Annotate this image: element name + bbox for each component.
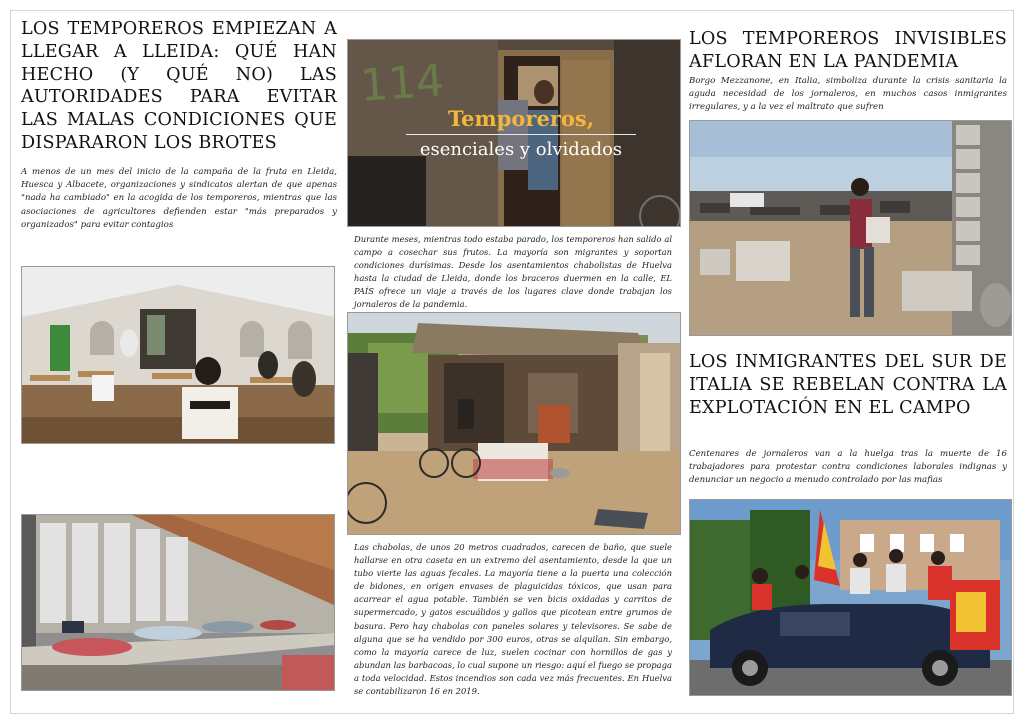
photo-shanty-settlement [347, 312, 681, 535]
caption-temporeros-intro: Durante meses, mientras todo estaba parado, los temporeros han salido al campo a cosechar sus frutos. La mayoría son migrantes y soportan condiciones durísimas. Desde los asentamientos chabolistas de Huelva hasta la ciudad de Lleida, donde los braceros duermen en la calle, EL PAÍS ofrece un viaje a través de los lugares clave donde trabajan los jornaleros de la pandemia. [354, 234, 672, 310]
photo-protest-car [689, 499, 1012, 696]
series-subtitle: esenciales y olvidados [419, 139, 623, 160]
photo-tent-interior [21, 266, 335, 444]
deck-lleida: A menos de un mes del inicio de la campaña de la fruta en Lleida, Huesca y Albacete, organizaciones y sindicatos alertan de que apenas "nada ha cambiado" en la acogida de los temporeros, mientras que las asociaciones de agricultores defienden estar "más preparados y organizados" para evitar contagios [21, 167, 337, 230]
headline-inmigrantes-italia[interactable]: LOS INMIGRANTES DEL SUR DE ITALIA SE REBELAN CONTRA LA EXPLOTACIÓN EN EL CAMPO [689, 352, 1007, 418]
series-title-divider [406, 134, 636, 135]
photo-worker-rubble [689, 120, 1012, 336]
photo-door-hero [347, 39, 681, 227]
headline-lleida[interactable]: LOS TEMPOREROS EMPIEZAN A LLEGAR A LLEIDA: QUÉ HAN HECHO (Y QUÉ NO) LAS AUTORIDADES PARA EVITAR LAS MALAS CONDICIONES QUE DISPARARON LOS BROTES [21, 19, 337, 153]
deck-huelga-jornaleros: Centenares de jornaleros van a la huelga tras la muerte de 16 trabajadores para protestar contra condiciones laborales indignas y denunciar un negocio a menudo controlado por las mafias [689, 449, 1007, 486]
series-title: Temporeros, [447, 106, 595, 131]
door-number-graffiti: 114 [358, 55, 446, 112]
photo-sleeping-arcade [21, 514, 335, 691]
caption-chabolas: Las chabolas, de unos 20 metros cuadrados, carecen de baño, que suele hallarse en otra caseta en un extremo del asentamiento, desde la que un tubo vierte las aguas fecales. La mayoría tiene a la puerta una colección de bidones, en origen envases de plaguicidas tóxicos, que usan para acarrear el agua potable. También se ven bicis oxidadas y carritos de supermercado, y gatos escuálidos y gallos que picotean entre grumos de basura. Pero hay chabolas con paneles solares y televisores. Se sabe de alguna que se ha vendido por 300 euros, otras se alquilan. Sin embargo, como la mayoría carece de luz, suelen cocinar con hornillos de gas y abundan las barbacoas, lo cual supone un riesgo: aquí el fuego se propaga a toda velocidad. Estos incendios son cada vez más frecuentes. En Huelva se contabilizaron 16 en 2019. [354, 542, 672, 697]
deck-borgo-mezzanone: Borgo Mezzanone, en Italia, simboliza durante la crisis sanitaria la aguda necesidad de los jornaleros, en muchos casos inmigrantes irregulares, y a la vez el maltrato que sufren [689, 76, 1007, 113]
series-title-overlay [396, 106, 646, 160]
headline-temporeros-invisibles[interactable]: LOS TEMPOREROS INVISIBLES AFLORAN EN LA PANDEMIA [689, 29, 1007, 72]
